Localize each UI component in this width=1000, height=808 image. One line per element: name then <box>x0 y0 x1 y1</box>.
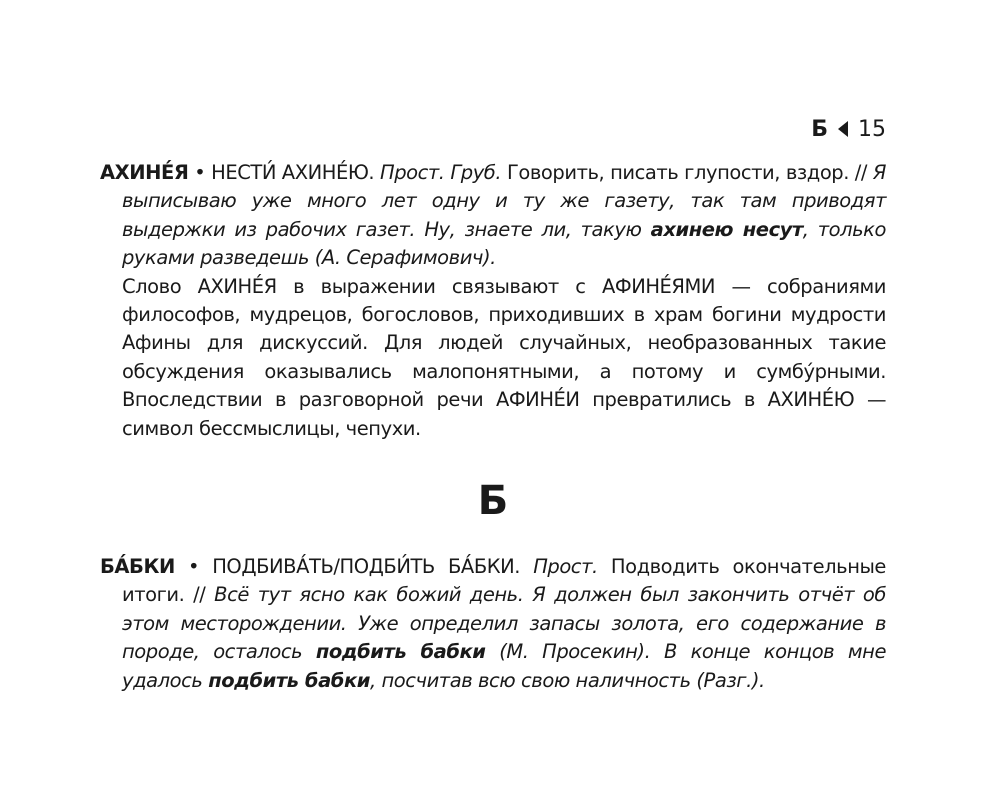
headword: БА́БКИ <box>100 555 175 578</box>
example-text-end: , посчитав всю свою наличность (Разг.). <box>369 668 765 692</box>
style-labels: Прост. <box>533 555 598 578</box>
example-emphasis-1: подбить бабки <box>315 640 486 664</box>
running-head <box>811 114 886 144</box>
example-emphasis: ахинею несут <box>650 217 803 241</box>
section-letter: Б <box>477 478 509 524</box>
phrase: ПОДБИВА́ТЬ/ПОДБИ́ТЬ БА́БКИ. <box>212 555 534 578</box>
bullet: • <box>188 161 212 184</box>
dictionary-entry-babki <box>100 553 886 695</box>
example-text-middle: (М. Просекин). В конце концов мне удалось <box>122 640 886 692</box>
example-emphasis-2: подбить бабки <box>208 668 370 692</box>
example-text: Я выписываю уже много лет одну и ту же газету, так там приводят выдержки из рабочих газет. Ну, знаете ли, такую <box>122 161 886 241</box>
bullet: • <box>174 555 213 578</box>
style-labels: Прост. Груб. <box>380 161 502 184</box>
entry-definition <box>100 159 886 273</box>
dictionary-entry-akhineya <box>100 159 886 443</box>
left-triangle-icon <box>838 121 848 137</box>
phrase: НЕСТИ́ АХИНЕ́Ю. <box>211 161 380 184</box>
entry-definition <box>100 553 886 695</box>
definition-text: Говорить, писать глупости, вздор. // <box>501 161 873 184</box>
page-number: 15 <box>858 116 886 142</box>
running-head-letter: Б <box>811 116 828 142</box>
example-text: Всё тут ясно как божий день. Я должен был закончить отчёт об этом месторождении. Уже определил запасы золота, его содержание в породе, осталось <box>122 583 886 664</box>
etymology-paragraph: Слово АХИНЕ́Я в выражении связывают с АФИНЕ́ЯМИ — собраниями философов, мудрецов, богословов, приходивших в храм богини мудрости Афины для дискуссий. Для людей случайных, необразованных такие обсуждения оказывались малопонятными, а потому и сумбу́рными. Впоследствии в разговорной речи АФИНЕ́И превратились в АХИНЕ́Ю — символ бессмыслицы, чепухи. <box>122 274 886 440</box>
headword: АХИНЕ́Я <box>100 161 189 184</box>
example-text-end: , только руками разведешь (А. Серафимович). <box>122 217 886 270</box>
definition-text: Подводить окончательные итоги. // <box>122 555 886 607</box>
